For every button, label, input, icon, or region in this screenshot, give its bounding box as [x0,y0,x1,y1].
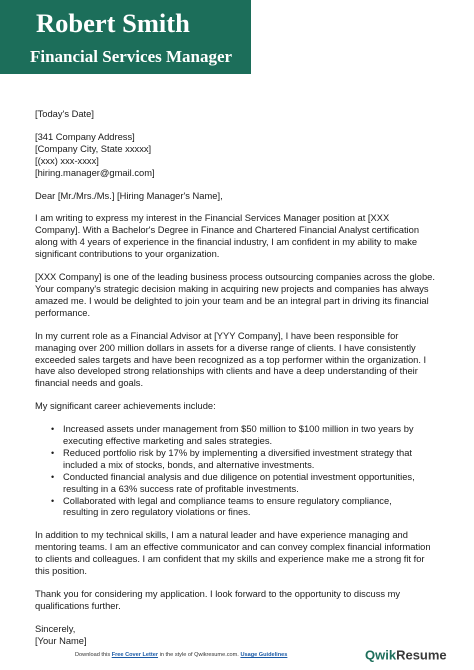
text-line: In addition to my technical skills, I am a natural leader and have experience managing and [35,530,408,541]
bullet-icon: • [51,424,55,435]
paragraph-intro [35,213,447,261]
text-line: exceeded sales targets and have been recognized as a top performer within the organization. I [35,354,427,365]
text-line: qualifications further. [35,600,121,611]
text-line: In my current role as a Financial Advisor at [YYY Company], I have been responsible for [35,330,399,341]
text-line: have also developed strong relationships with clients and have a deep understanding of their [35,366,418,377]
text-line: Reduced portfolio risk by 17% by implementing a diversified investment strategy that [63,447,413,458]
applicant-name: Robert Smith [36,8,190,38]
text-line: Company]. With a Bachelor's Degree in Finance and Chartered Financial Analyst certification [35,225,420,236]
qwikresume-logo[interactable] [365,646,447,664]
address-line: [hiring.manager@gmail.com] [35,167,155,178]
text-line: this position. [35,566,87,577]
text-line: financial needs and goals. [35,378,144,389]
applicant-job-title: Financial Services Manager [30,47,233,66]
text-line: along with 4 years of experience in the financial industry, I am confident in my ability to make [35,237,418,248]
paragraph-thanks [35,589,447,613]
bullet-icon: • [51,447,55,458]
footer-middle: in the style of Qwikresume.com. [159,652,239,658]
name-banner [0,0,251,74]
text-line: mentoring teams. I am an effective communicator and can convey complex financial information [35,542,431,553]
paragraph-current-role [35,331,447,391]
text-line: [XXX Company] is one of the leading business process outsourcing companies across the globe. [35,272,435,283]
footer-prefix: Download this [75,652,111,658]
logo-text [365,647,447,662]
text-line: I am writing to express my interest in the Financial Services Manager position at [XXX [35,213,390,224]
text-line: resulting in zero regulatory violations or fines. [63,507,251,518]
footer [0,642,474,670]
text-line: executing effective marketing and sales strategies. [63,436,273,447]
text-line: resulting in a 63% success rate of profitable investments. [63,483,299,494]
text-line: performance. [35,307,91,318]
text-line: amazed me. I would be delighted to join your team and be an integral part in driving its financial [35,295,429,306]
text-line: included a mix of stocks, bonds, and alternative investments. [63,459,315,470]
address-line: [(xxx) xxx-xxxx] [35,155,99,166]
salutation-line: Dear [Mr./Mrs./Ms.] [Hiring Manager's Name], [35,190,223,201]
letter-body [35,109,447,648]
text-line: managing over 200 million dollars in assets for a diverse range of clients. I have consistently [35,342,416,353]
text-line: Your company's strategic decision making in acquiring new projects and companies has always [35,283,429,294]
list-item [35,472,447,496]
date-line: [Today's Date] [35,109,94,119]
bullet-icon: • [51,495,55,506]
text-line: Conducted financial analysis and due diligence on potential investment opportunities, [63,471,415,482]
bullet-icon: • [51,471,55,482]
recipient-address [35,132,447,180]
salutation [35,191,447,203]
address-line: [341 Company Address] [35,131,135,142]
text-line: Collaborated with legal and compliance teams to ensure regulatory compliance, [63,495,392,506]
paragraph-company [35,272,447,320]
logo-rest: Resume [396,647,447,663]
signature-name: [Your Name] [35,635,87,646]
text-line: Increased assets under management from $50 million to $100 million in two years by [63,424,414,435]
date-block [35,109,447,121]
achievements-list [35,424,447,519]
list-item [35,448,447,472]
list-item [35,424,447,448]
list-item [35,496,447,520]
paragraph-achievements-intro [35,401,447,413]
logo-main: Qwik [365,647,397,663]
text-line: My significant career achievements include: [35,401,216,412]
footer-note [75,652,287,658]
text-line: Thank you for considering my application. I look forward to the opportunity to discuss my [35,589,401,599]
text-line: significant contributions to your organization. [35,249,220,260]
free-cover-letter-link[interactable]: Free Cover Letter [111,652,159,658]
signoff: Sincerely, [35,623,76,634]
paragraph-leadership [35,530,447,578]
text-line: to clients and colleagues. I am confident that my skills and experience make me a strong fit for [35,554,425,565]
address-line: [Company City, State xxxxx] [35,143,152,154]
usage-guidelines-link[interactable]: Usage Guidelines [240,652,288,658]
